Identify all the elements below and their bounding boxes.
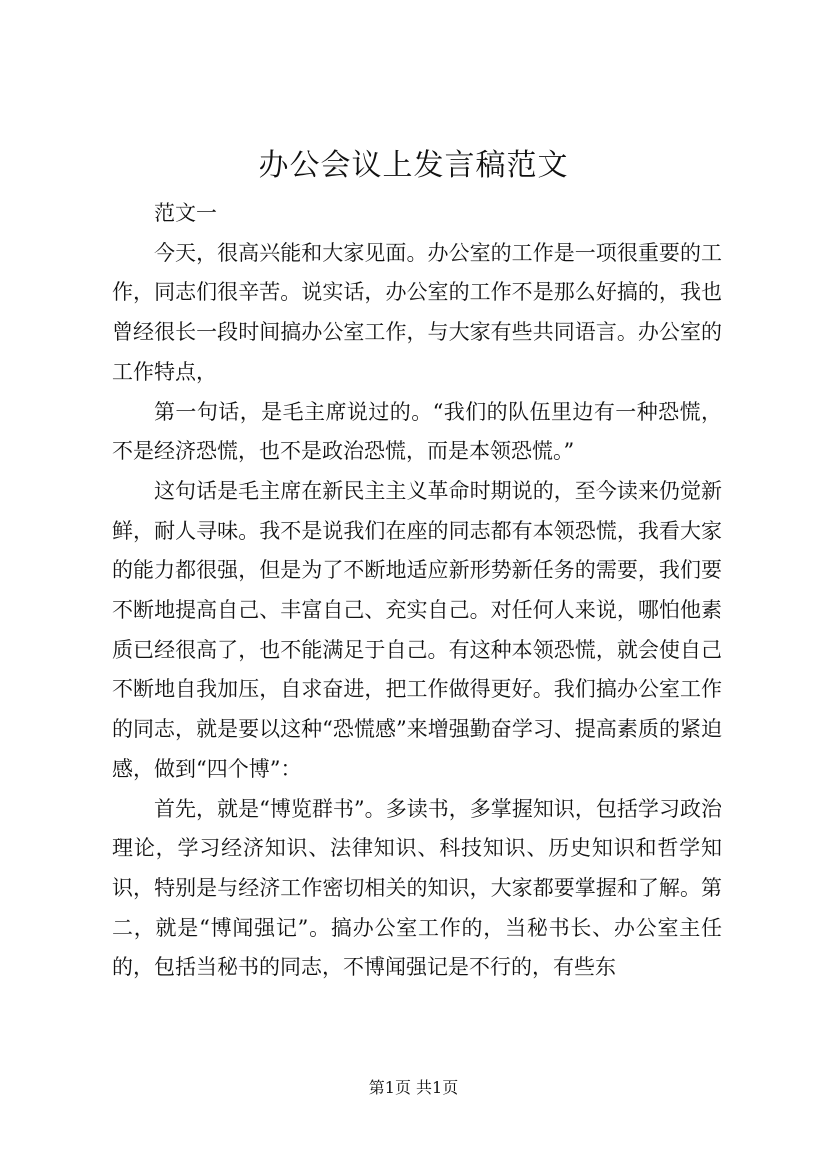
- paragraph: 这句话是毛主席在新民主主义革命时期说的，至今读来仍觉新鲜，耐人寻味。我不是说我们在座的同志都有本领恐慌，我看大家的能力都很强，但是为了不断地适应新形势新任务的需要，我们要不断地提高自己、丰富自己、充实自己。对任何人来说，哪怕他素质已经很高了，也不能满足于自己。有这种本领恐慌，就会使自己不断地自我加压，自求奋进，把工作做得更好。我们搞办公室工作的同志，就是要以这种“恐慌感”来增强勤奋学习、提高素质的紧迫感，做到“四个博”：: [112, 478, 722, 781]
- paragraph: 今天，很高兴能和大家见面。办公室的工作是一项很重要的工作，同志们很辛苦。说实话，办公室的工作不是那么好搞的，我也曾经很长一段时间搞办公室工作，与大家有些共同语言。办公室的工作特点，: [112, 240, 722, 384]
- page-footer: 第1页 共1页: [368, 1078, 459, 1097]
- document-title: 办公会议上发言稿范文: [258, 148, 569, 183]
- paragraph: 首先，就是“博览群书”。多读书，多掌握知识，包括学习政治理论，学习经济知识、法律知识、科技知识、历史知识和哲学知识，特别是与经济工作密切相关的知识，大家都要掌握和了解。第二，就是“博闻强记”。搞办公室工作的，当秘书长、办公室主任的，包括当秘书的同志，不博闻强记是不行的，有些东: [112, 796, 722, 980]
- paragraph-heading: 范文一: [154, 201, 217, 225]
- document-body: [112, 194, 722, 988]
- paragraph: 第一句话，是毛主席说过的。“我们的队伍里边有一种恐慌，不是经济恐慌，也不是政治恐慌，而是本领恐慌。”: [112, 399, 722, 464]
